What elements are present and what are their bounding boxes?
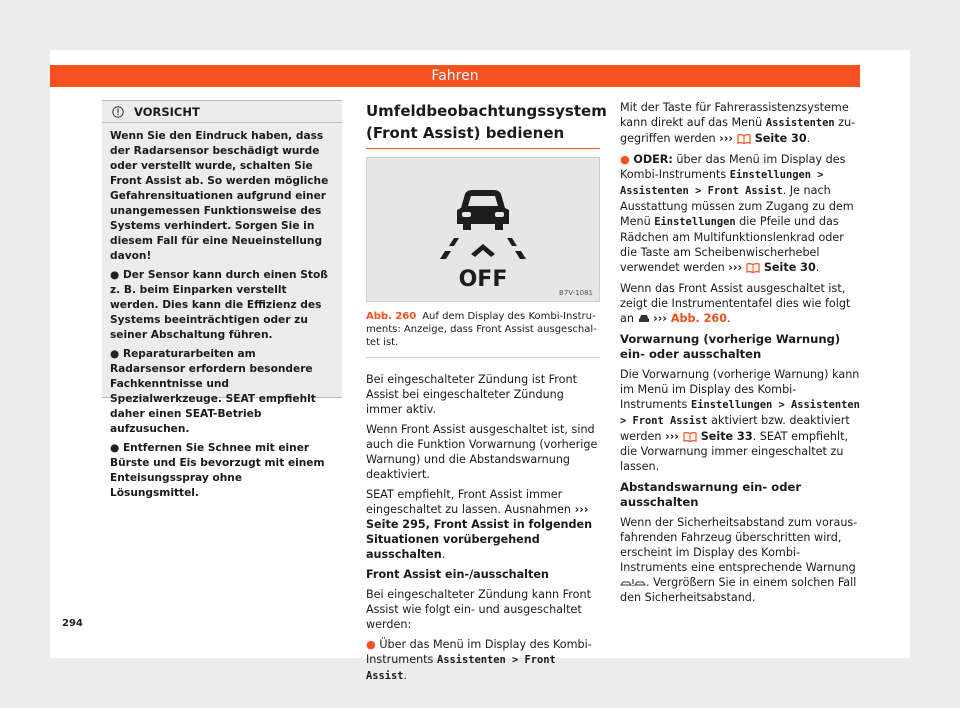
bullet-icon: ●	[110, 348, 123, 360]
book-icon	[683, 431, 697, 442]
caution-body	[102, 123, 342, 501]
bullet-icon: ●	[620, 153, 630, 166]
page-link[interactable]: ››› Seite 30	[719, 132, 807, 145]
figure-caption	[366, 310, 600, 358]
paragraph: Die Vorwarnung (vorherige Warnung) kann im Menü im Display des Kombi-Instruments Einstellungen > Assistenten > Front Assist aktiviert bzw. deaktiviert werden ››› Seite 33. SEAT empfiehlt, die Vorwarnung immer eingeschaltet zu lassen.	[620, 368, 860, 473]
caption-label: Abb. 260	[366, 311, 417, 322]
paragraph: Wenn der Sicherheitsabstand zum vorausfahrenden Fahrzeug überschritten wird, erscheint im Display des Kombi-Instruments eine entsprechende Warnung . Vergrößern Sie in einem solchen Fall den Sicherheitsabstand.	[620, 516, 858, 604]
section-body	[366, 372, 600, 684]
menu-path: Assistenten	[765, 117, 835, 129]
book-icon	[746, 262, 760, 273]
paragraph: Wenn das Front Assist ausgeschaltet ist, zeigt die Instrumententafel dies wie folgt an ››› Abb. 260.	[620, 282, 851, 325]
main-column	[366, 100, 607, 689]
right-column	[620, 100, 860, 611]
front-assist-off-icon	[367, 158, 599, 301]
paragraph: Wenn Front Assist ausgeschaltet ist, sind auch die Funktion Vorwarnung (vorherige Warnung) und die Abstandswarnung deaktiviert.	[366, 423, 598, 481]
caution-bullet: ● Entfernen Sie Schnee mit einer Bürste und Eis bevorzugt mit einem Enteisungsspray ohne Lösungsmittel.	[110, 442, 325, 499]
warning-circle-icon	[112, 106, 124, 118]
distance-warning-icon	[620, 578, 646, 588]
page-link[interactable]: ››› Seite 30	[728, 261, 816, 274]
page-number: 294	[62, 618, 83, 629]
menu-path: Einstellungen	[654, 216, 736, 228]
page-link[interactable]: ››› Seite 33	[665, 430, 753, 443]
menu-path: Assistenten > Front Assist	[366, 654, 556, 682]
paragraph: Bei eingeschalteter Zündung kann Front Assist wie folgt ein- und ausgeschaltet werden:	[366, 588, 591, 631]
caution-header	[102, 101, 342, 123]
bullet-item: ● Über das Menü im Display des Kombi-Instruments Assistenten > Front Assist.	[366, 638, 592, 682]
car-icon	[638, 313, 650, 324]
caution-intro: Wenn Sie den Eindruck haben, dass der Radarsensor beschädigt wurde oder verstellt wurde, schalten Sie Front Assist ab. So werden mögliche Gefahrensituationen aufgrund einer unangemessen Funktionsweise des Systems verhindert. Sorgen Sie in diesem Fall für eine Neueinstellung davon!	[110, 130, 329, 262]
caution-box	[102, 100, 342, 499]
figure-link[interactable]: ››› Abb. 260	[653, 312, 727, 325]
bullet-icon: ●	[110, 442, 123, 454]
caution-bullet: ● Reparaturarbeiten am Radarsensor erfordern besondere Fachkenntnisse und Spezialwerkzeuge. SEAT empfiehlt daher einen SEAT-Betrieb aufzusuchen.	[110, 348, 316, 435]
caution-bullet: ● Der Sensor kann durch einen Stoß z. B. beim Einparken verstellt werden. Dies kann die Effizienz des Systems beeinträchtigen oder zu seiner Abschaltung führen.	[110, 269, 328, 341]
figure-id: B7V-1081	[559, 289, 593, 297]
off-label: OFF	[458, 267, 508, 292]
bullet-icon: ●	[110, 269, 123, 281]
book-icon	[737, 133, 751, 144]
paragraph: Mit der Taste für Fahrerassistenzsysteme kann direkt auf das Menü Assistenten zugegriffen werden ››› Seite 30.	[620, 101, 856, 145]
bullet-icon: ●	[366, 638, 380, 651]
paragraph: Bei eingeschalteter Zündung ist Front Assist bei eingeschalteter Zündung immer aktiv.	[366, 373, 577, 416]
page-link[interactable]: ››› Seite 295, Front Assist in folgenden Situationen vorübergehend ausschalten	[366, 503, 593, 561]
figure-front-assist-off	[366, 157, 600, 302]
subheading: Front Assist ein-/ausschalten	[366, 568, 549, 581]
bullet-item: ● ODER: über das Menü im Display des Kombi-Instruments Einstellungen > Assistenten > Front Assist. Je nach Ausstattung müssen zum Zugang zu dem Menü Einstellungen die Pfeile und das Rädchen am Multifunktionslenkrad oder die Taste am Scheibenwischerhebel verwendet werden ››› Seite 30.	[620, 153, 854, 274]
subheading: Vorwarnung (vorherige Warnung) ein- oder ausschalten	[620, 332, 841, 361]
caption-text: Auf dem Display des Kombi-Instruments: Anzeige, dass Front Assist ausgeschaltet ist.	[366, 311, 597, 348]
section-title: Umfeldbeobachtungssystem (Front Assist) bedienen	[366, 100, 600, 149]
page-header	[50, 65, 860, 87]
paragraph: SEAT empfiehlt, Front Assist immer eingeschaltet zu lassen. Ausnahmen ››› Seite 295, Front Assist in folgenden Situationen vorübergehend ausschalten.	[366, 488, 593, 561]
header-title: Fahren	[431, 68, 479, 84]
subheading: Abstandswarnung ein- oder ausschalten	[620, 480, 802, 509]
caution-title: VORSICHT	[134, 104, 200, 119]
menu-path: Einstellungen > Assistenten > Front Assist	[620, 399, 860, 427]
menu-path: Einstellungen > Assistenten > Front Assist	[620, 169, 824, 197]
